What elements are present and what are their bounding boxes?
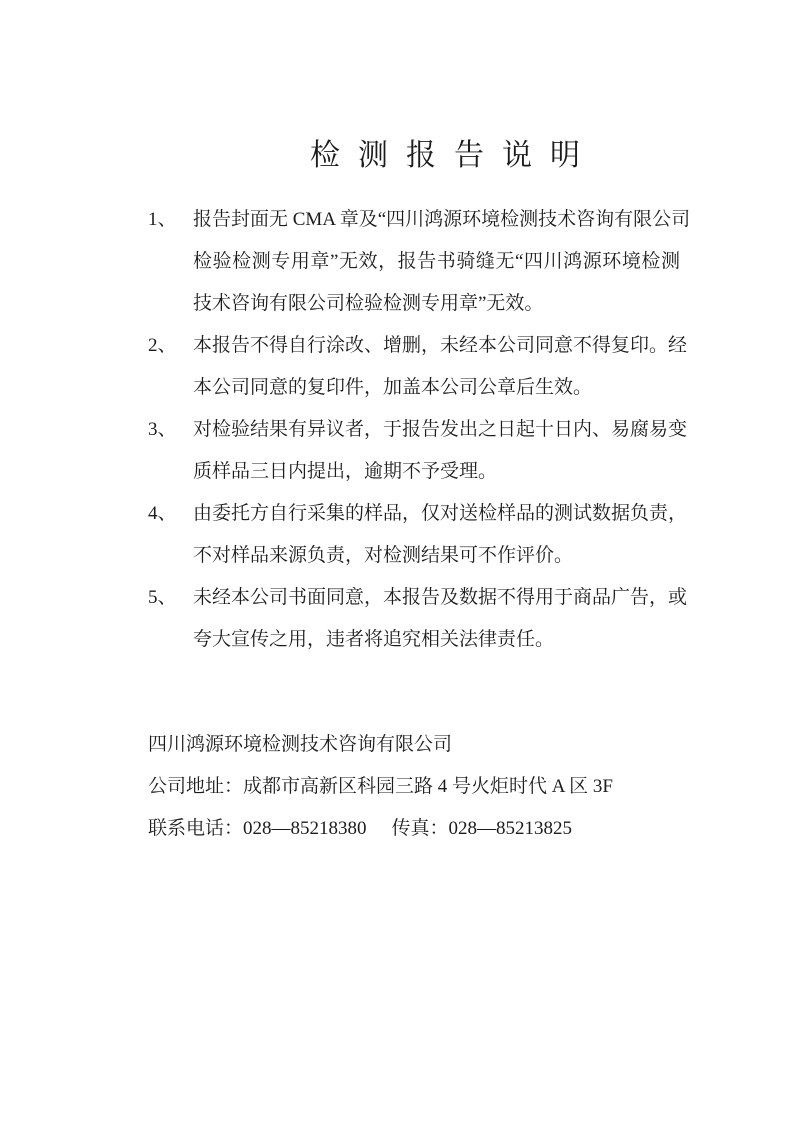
- company-fax: 传真：028—85213825: [391, 818, 573, 839]
- note-item: [148, 199, 691, 325]
- note-item: [148, 493, 688, 577]
- company-info: [148, 724, 680, 850]
- note-line: 报告封面无 CMA 章及“四川鸿源环境检测技术咨询有限公司: [193, 209, 691, 230]
- note-text: [193, 493, 688, 577]
- note-line: 夸大宣传之用，违者将追究相关法律责任。: [193, 629, 555, 650]
- note-item: [148, 409, 688, 493]
- note-line: 本报告不得自行涂改、增删，未经本公司同意不得复印。经: [193, 335, 688, 356]
- note-number: 2、: [148, 335, 177, 356]
- note-number: 4、: [148, 503, 177, 524]
- note-text: [193, 325, 688, 409]
- note-number: 5、: [148, 587, 177, 608]
- note-line: 本公司同意的复印件，加盖本公司公章后生效。: [193, 377, 593, 398]
- note-number: 1、: [148, 209, 177, 230]
- company-address: 公司地址：成都市高新区科园三路 4 号火炬时代 A 区 3F: [148, 776, 613, 797]
- note-line: 不对样品来源负责，对检测结果可不作评价。: [193, 545, 574, 566]
- note-line: 检验检测专用章”无效，报告书骑缝无“四川鸿源环境检测: [193, 251, 680, 272]
- note-text: [193, 409, 688, 493]
- company-name: 四川鸿源环境检测技术咨询有限公司: [148, 734, 453, 755]
- note-line: 由委托方自行采集的样品，仅对送检样品的测试数据负责，: [193, 503, 688, 524]
- company-phone: 联系电话：028—85218380: [148, 818, 367, 839]
- note-line: 未经本公司书面同意，本报告及数据不得用于商品广告，或: [193, 587, 688, 608]
- note-line: 技术咨询有限公司检验检测专用章”无效。: [193, 293, 544, 314]
- notes-list: [148, 199, 691, 661]
- note-item: [148, 325, 688, 409]
- note-item: [148, 577, 688, 661]
- note-text: [193, 577, 688, 661]
- note-text: [193, 199, 691, 325]
- note-line: 质样品三日内提出，逾期不予受理。: [193, 461, 498, 482]
- note-number: 3、: [148, 419, 177, 440]
- company-contacts: [148, 808, 680, 850]
- note-line: 对检验结果有异议者，于报告发出之日起十日内、易腐易变: [193, 419, 688, 440]
- document-title: 检测报告说明: [310, 139, 598, 172]
